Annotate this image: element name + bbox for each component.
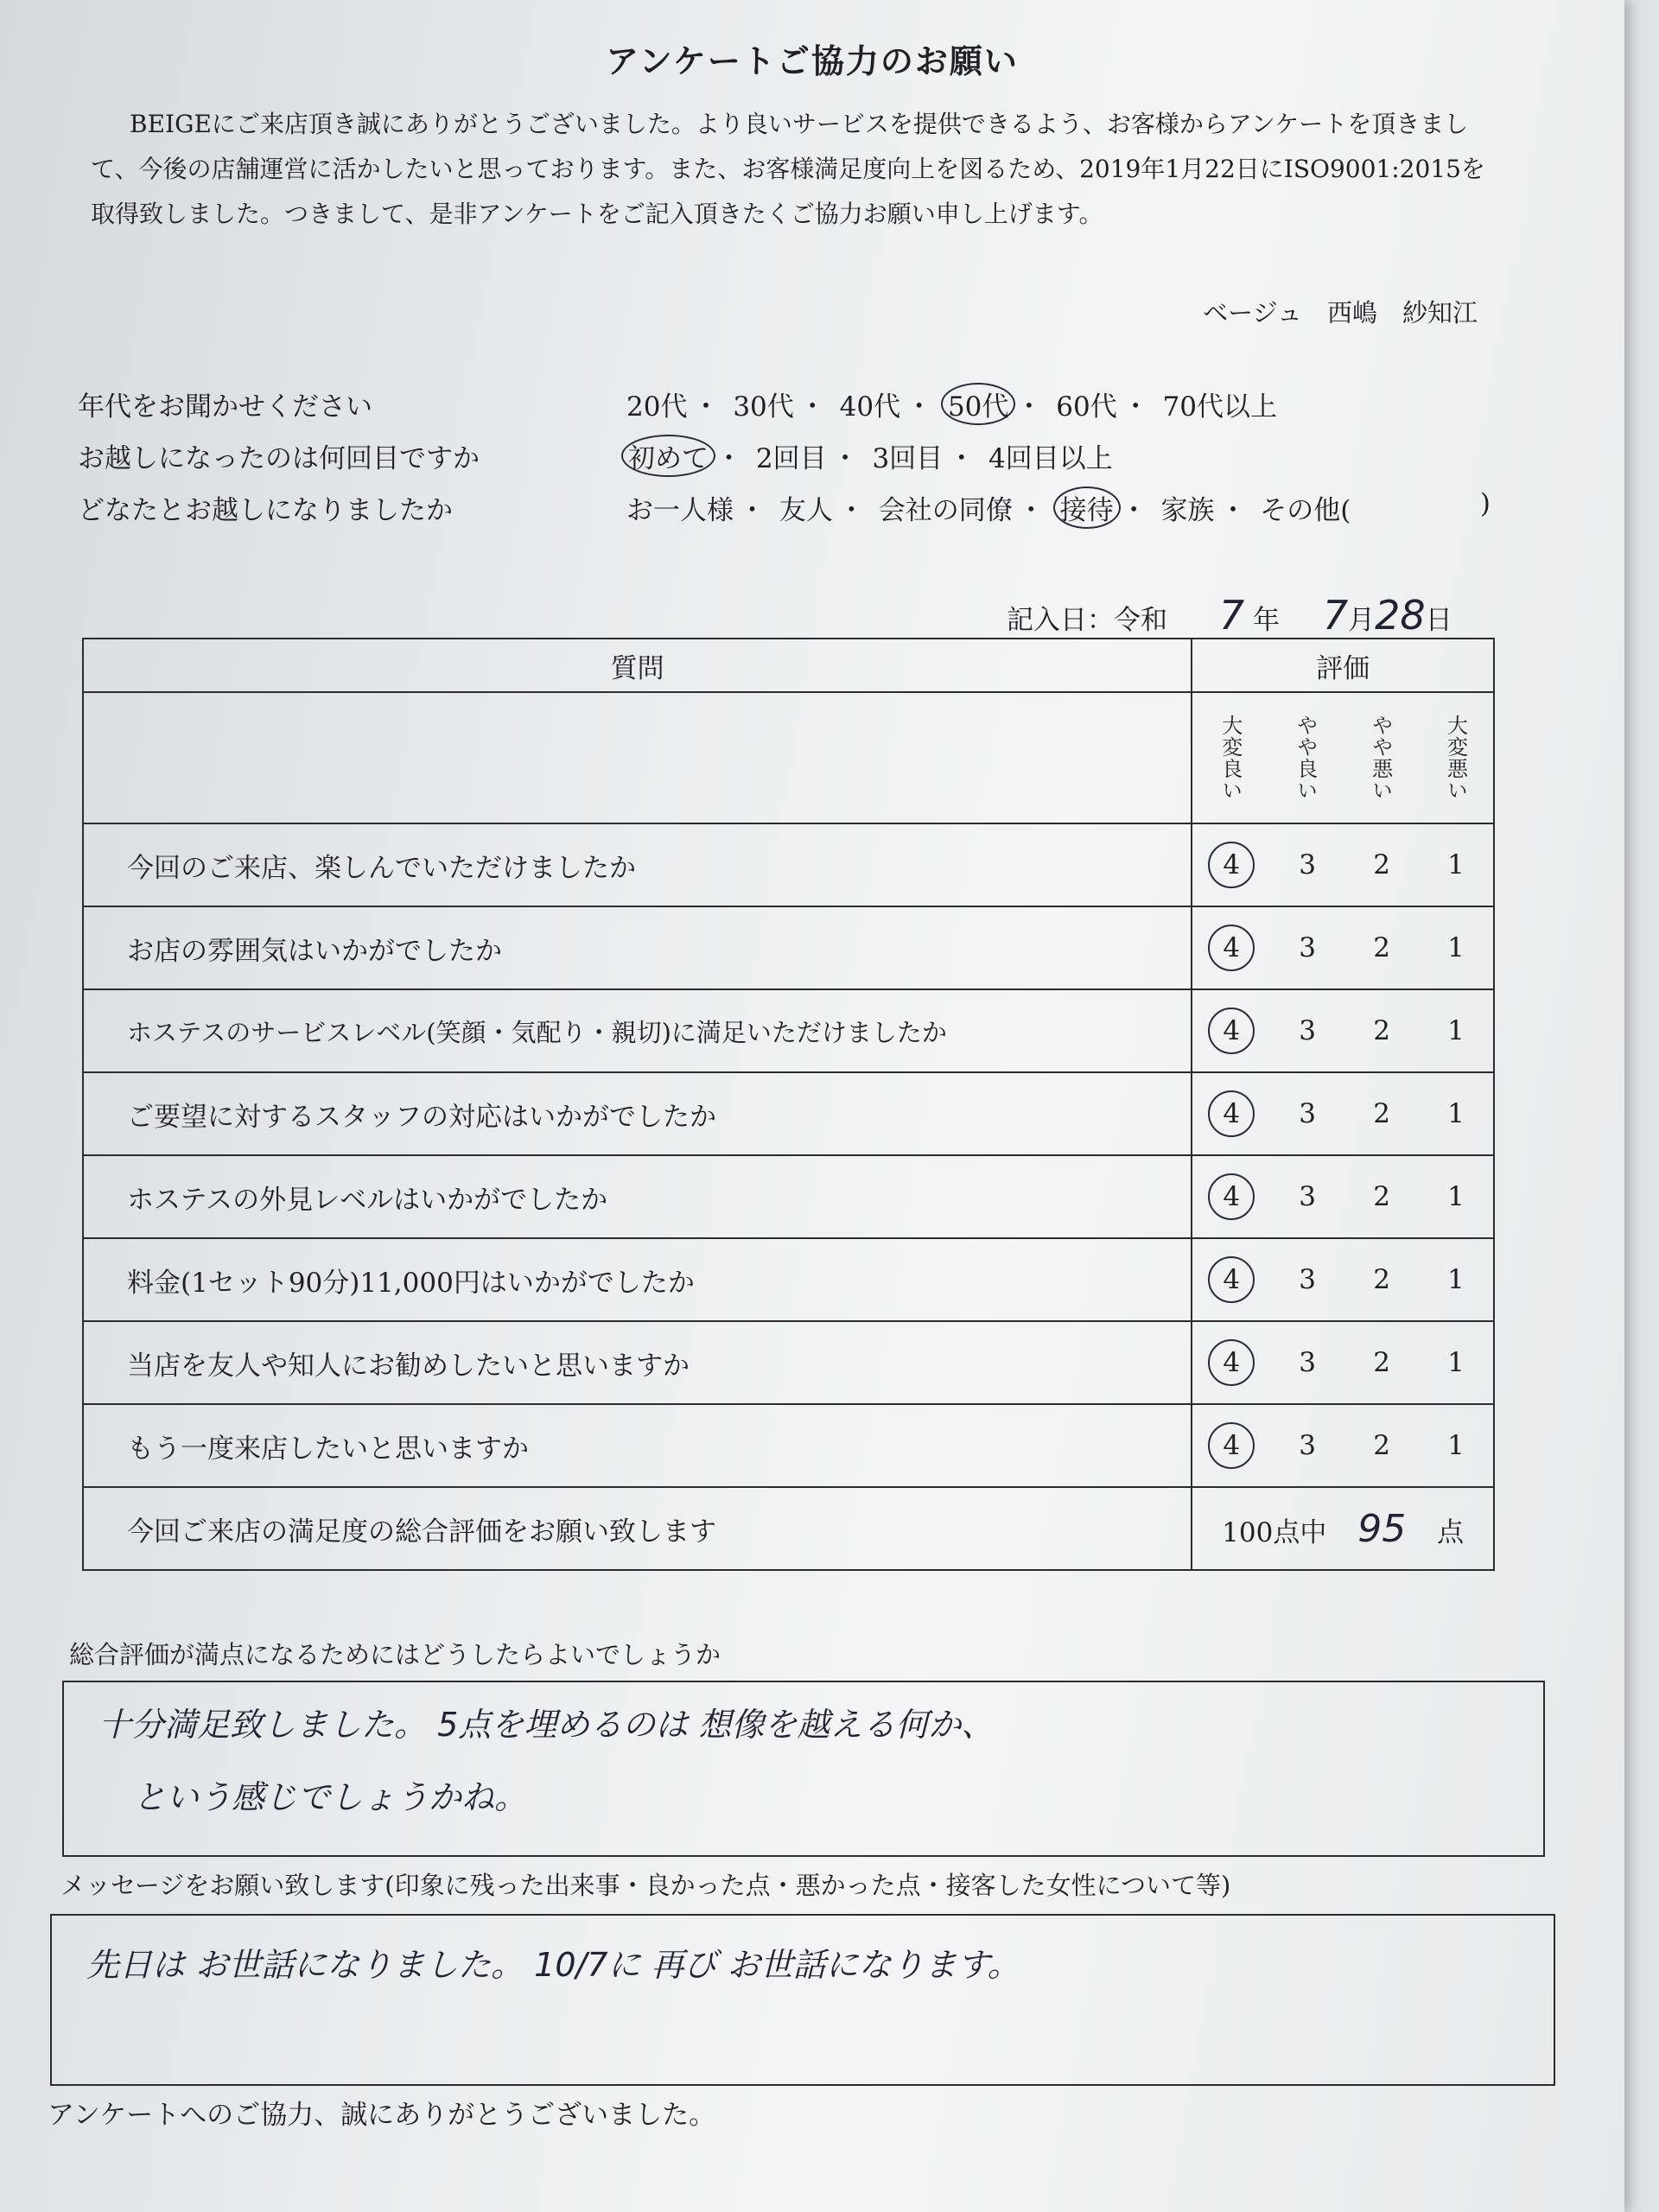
question-text: 当店を友人や知人にお勧めしたいと思いますか <box>83 1321 1192 1404</box>
entry-date <box>1007 592 1452 639</box>
score-option[interactable]: 1 <box>1447 1430 1465 1461</box>
intro-text <box>91 102 1508 237</box>
improve-question-label: 総合評価が満点になるためにはどうしたらよいでしょうか <box>69 1640 721 1669</box>
companion-option-selected[interactable]: 接待 <box>1053 486 1121 529</box>
table-row <box>83 1072 1494 1155</box>
question-text: 今回のご来店、楽しんでいただけましたか <box>83 823 1192 906</box>
score-option[interactable]: 1 <box>1447 932 1465 963</box>
date-month-unit: 月 <box>1348 605 1376 636</box>
blank-header-cell <box>83 692 1192 823</box>
score-option[interactable]: 2 <box>1373 1264 1390 1295</box>
age-option[interactable]: 30代 <box>733 391 794 423</box>
rating-head: 大変良い <box>1217 715 1243 801</box>
total-suffix: 点 <box>1437 1516 1465 1548</box>
signature: ベージュ 西嶋 紗知江 <box>1203 298 1478 327</box>
question-text: ホステスの外見レベルはいかがでしたか <box>83 1155 1192 1238</box>
rating-head: やや悪い <box>1368 715 1393 801</box>
date-year-unit: 年 <box>1253 605 1280 636</box>
date-month[interactable]: 7 <box>1322 592 1349 639</box>
table-row <box>83 823 1494 906</box>
score-option[interactable]: 3 <box>1299 1430 1316 1461</box>
rating-scale-header <box>1192 692 1494 823</box>
score-option-selected[interactable]: 4 <box>1208 1090 1255 1137</box>
score-option[interactable]: 2 <box>1373 932 1390 963</box>
age-option-selected[interactable]: 50代 <box>941 383 1015 425</box>
intro-paragraph: BEIGEにご来店頂き誠にありがとうございました。より良いサービスを提供できるよう、お客様からアンケートを頂きまして、今後の店舗運営に活かしたいと思っております。また、お客様満足度向上を図るため、2019年1月22日にISO9001:2015を取得致しました。つきまして、是非アンケートをご記入頂きたくご協力お願い申し上げます。 <box>91 110 1485 228</box>
visit-count-question-label: お越しになったのは何回目ですか <box>78 443 480 474</box>
table-row <box>83 1404 1494 1487</box>
total-prefix: 100点中 <box>1222 1516 1327 1548</box>
score-option[interactable]: 1 <box>1447 1015 1465 1046</box>
score-option[interactable]: 3 <box>1299 849 1316 880</box>
page-title: アンケートご協力のお願い <box>606 41 1019 80</box>
total-score-value[interactable]: 95 <box>1357 1506 1407 1551</box>
age-option[interactable]: 60代 <box>1056 391 1117 423</box>
footer-thanks: アンケートへのご協力、誠にありがとうございました。 <box>48 2100 716 2131</box>
score-option[interactable]: 1 <box>1447 1181 1465 1212</box>
rating-column-header: 評価 <box>1192 639 1494 692</box>
table-row <box>83 989 1494 1072</box>
table-row-total <box>83 1487 1494 1570</box>
table-row <box>83 1321 1494 1404</box>
table-row <box>83 1238 1494 1321</box>
score-option[interactable]: 3 <box>1299 1347 1316 1378</box>
score-option[interactable]: 1 <box>1447 1264 1465 1295</box>
score-option-selected[interactable]: 4 <box>1208 1256 1255 1303</box>
score-option[interactable]: 2 <box>1373 1181 1390 1212</box>
rating-head: 大変悪い <box>1443 715 1468 801</box>
score-option[interactable]: 3 <box>1299 1015 1316 1046</box>
visit-option[interactable]: 3回目 <box>872 443 944 474</box>
score-option-selected[interactable]: 4 <box>1208 925 1255 971</box>
table-row <box>83 1155 1494 1238</box>
total-question-text: 今回ご来店の満足度の総合評価をお願い致します <box>83 1487 1192 1570</box>
score-option[interactable]: 2 <box>1373 1015 1390 1046</box>
score-option[interactable]: 1 <box>1447 1098 1465 1129</box>
age-option[interactable]: 40代 <box>839 391 901 423</box>
date-prefix: 記入日：令和 <box>1007 605 1167 636</box>
age-options: 20代 ・ 30代 ・ 40代 ・ 50代 ・ 60代 ・ 70代以上 <box>626 385 1277 423</box>
score-option[interactable]: 1 <box>1447 849 1465 880</box>
message-answer-text: 先日は お世話になりました。 10/7に 再び お世話になります。 <box>86 1946 1020 1984</box>
age-option[interactable]: 70代以上 <box>1162 391 1278 423</box>
companion-options: お一人様 ・ 友人 ・ 会社の同僚 ・ 接待 ・ 家族 ・ その他( ) <box>626 488 1491 527</box>
score-option[interactable]: 1 <box>1447 1347 1465 1378</box>
companion-other-close: ) <box>1479 488 1491 519</box>
companion-option[interactable]: お一人様 <box>626 495 734 526</box>
visit-count-options: 初めて ・ 2回目 ・ 3回目 ・ 4回目以上 <box>626 436 1113 475</box>
score-option-selected[interactable]: 4 <box>1208 842 1255 888</box>
score-option[interactable]: 3 <box>1299 932 1316 963</box>
rating-head: やや良い <box>1293 715 1318 801</box>
score-option[interactable]: 3 <box>1299 1098 1316 1129</box>
question-text: ホステスのサービスレベル(笑顔・気配り・親切)に満足いただけましたか <box>83 989 1192 1072</box>
score-option[interactable]: 2 <box>1373 849 1390 880</box>
total-score-cell <box>1192 1487 1494 1570</box>
message-answer-box[interactable] <box>50 1914 1555 2086</box>
table-row <box>83 906 1494 989</box>
date-day[interactable]: 28 <box>1375 592 1426 639</box>
date-year[interactable]: 7 <box>1218 592 1245 639</box>
question-text: 料金(1セット90分)11,000円はいかがでしたか <box>83 1238 1192 1321</box>
visit-option-selected[interactable]: 初めて <box>621 435 715 477</box>
score-option-selected[interactable]: 4 <box>1208 1422 1255 1469</box>
score-option[interactable]: 2 <box>1373 1347 1390 1378</box>
improve-answer-box[interactable] <box>62 1681 1545 1857</box>
survey-table <box>82 638 1495 1571</box>
message-question-label: メッセージをお願い致します(印象に残った出来事・良かった点・悪かった点・接客した女性について等) <box>60 1871 1231 1900</box>
question-column-header: 質問 <box>83 639 1192 692</box>
companion-option[interactable]: その他( <box>1260 495 1351 526</box>
score-option[interactable]: 3 <box>1299 1181 1316 1212</box>
companion-option[interactable]: 友人 <box>779 495 833 526</box>
improve-answer-line: 十分満足致しました。 5点を埋めるのは 想像を越える何か、 <box>99 1706 995 1744</box>
score-option[interactable]: 2 <box>1373 1098 1390 1129</box>
question-text: お店の雰囲気はいかがでしたか <box>83 906 1192 989</box>
score-option-selected[interactable]: 4 <box>1208 1007 1255 1054</box>
question-text: もう一度来店したいと思いますか <box>83 1404 1192 1487</box>
score-option-selected[interactable]: 4 <box>1208 1173 1255 1220</box>
date-day-unit: 日 <box>1425 605 1452 636</box>
score-option-selected[interactable]: 4 <box>1208 1339 1255 1386</box>
score-option[interactable]: 3 <box>1299 1264 1316 1295</box>
visit-option[interactable]: 4回目以上 <box>988 443 1113 474</box>
age-option[interactable]: 20代 <box>626 391 688 423</box>
question-text: ご要望に対するスタッフの対応はいかがでしたか <box>83 1072 1192 1155</box>
age-question-label: 年代をお聞かせください <box>78 391 372 423</box>
companion-option[interactable]: 会社の同僚 <box>878 495 1013 526</box>
improve-answer-line: という感じでしょうかね。 <box>133 1778 528 1816</box>
companion-option[interactable]: 家族 <box>1160 495 1215 526</box>
score-option[interactable]: 2 <box>1373 1430 1390 1461</box>
visit-option[interactable]: 2回目 <box>755 443 827 474</box>
companion-question-label: どなたとお越しになりましたか <box>78 495 453 526</box>
